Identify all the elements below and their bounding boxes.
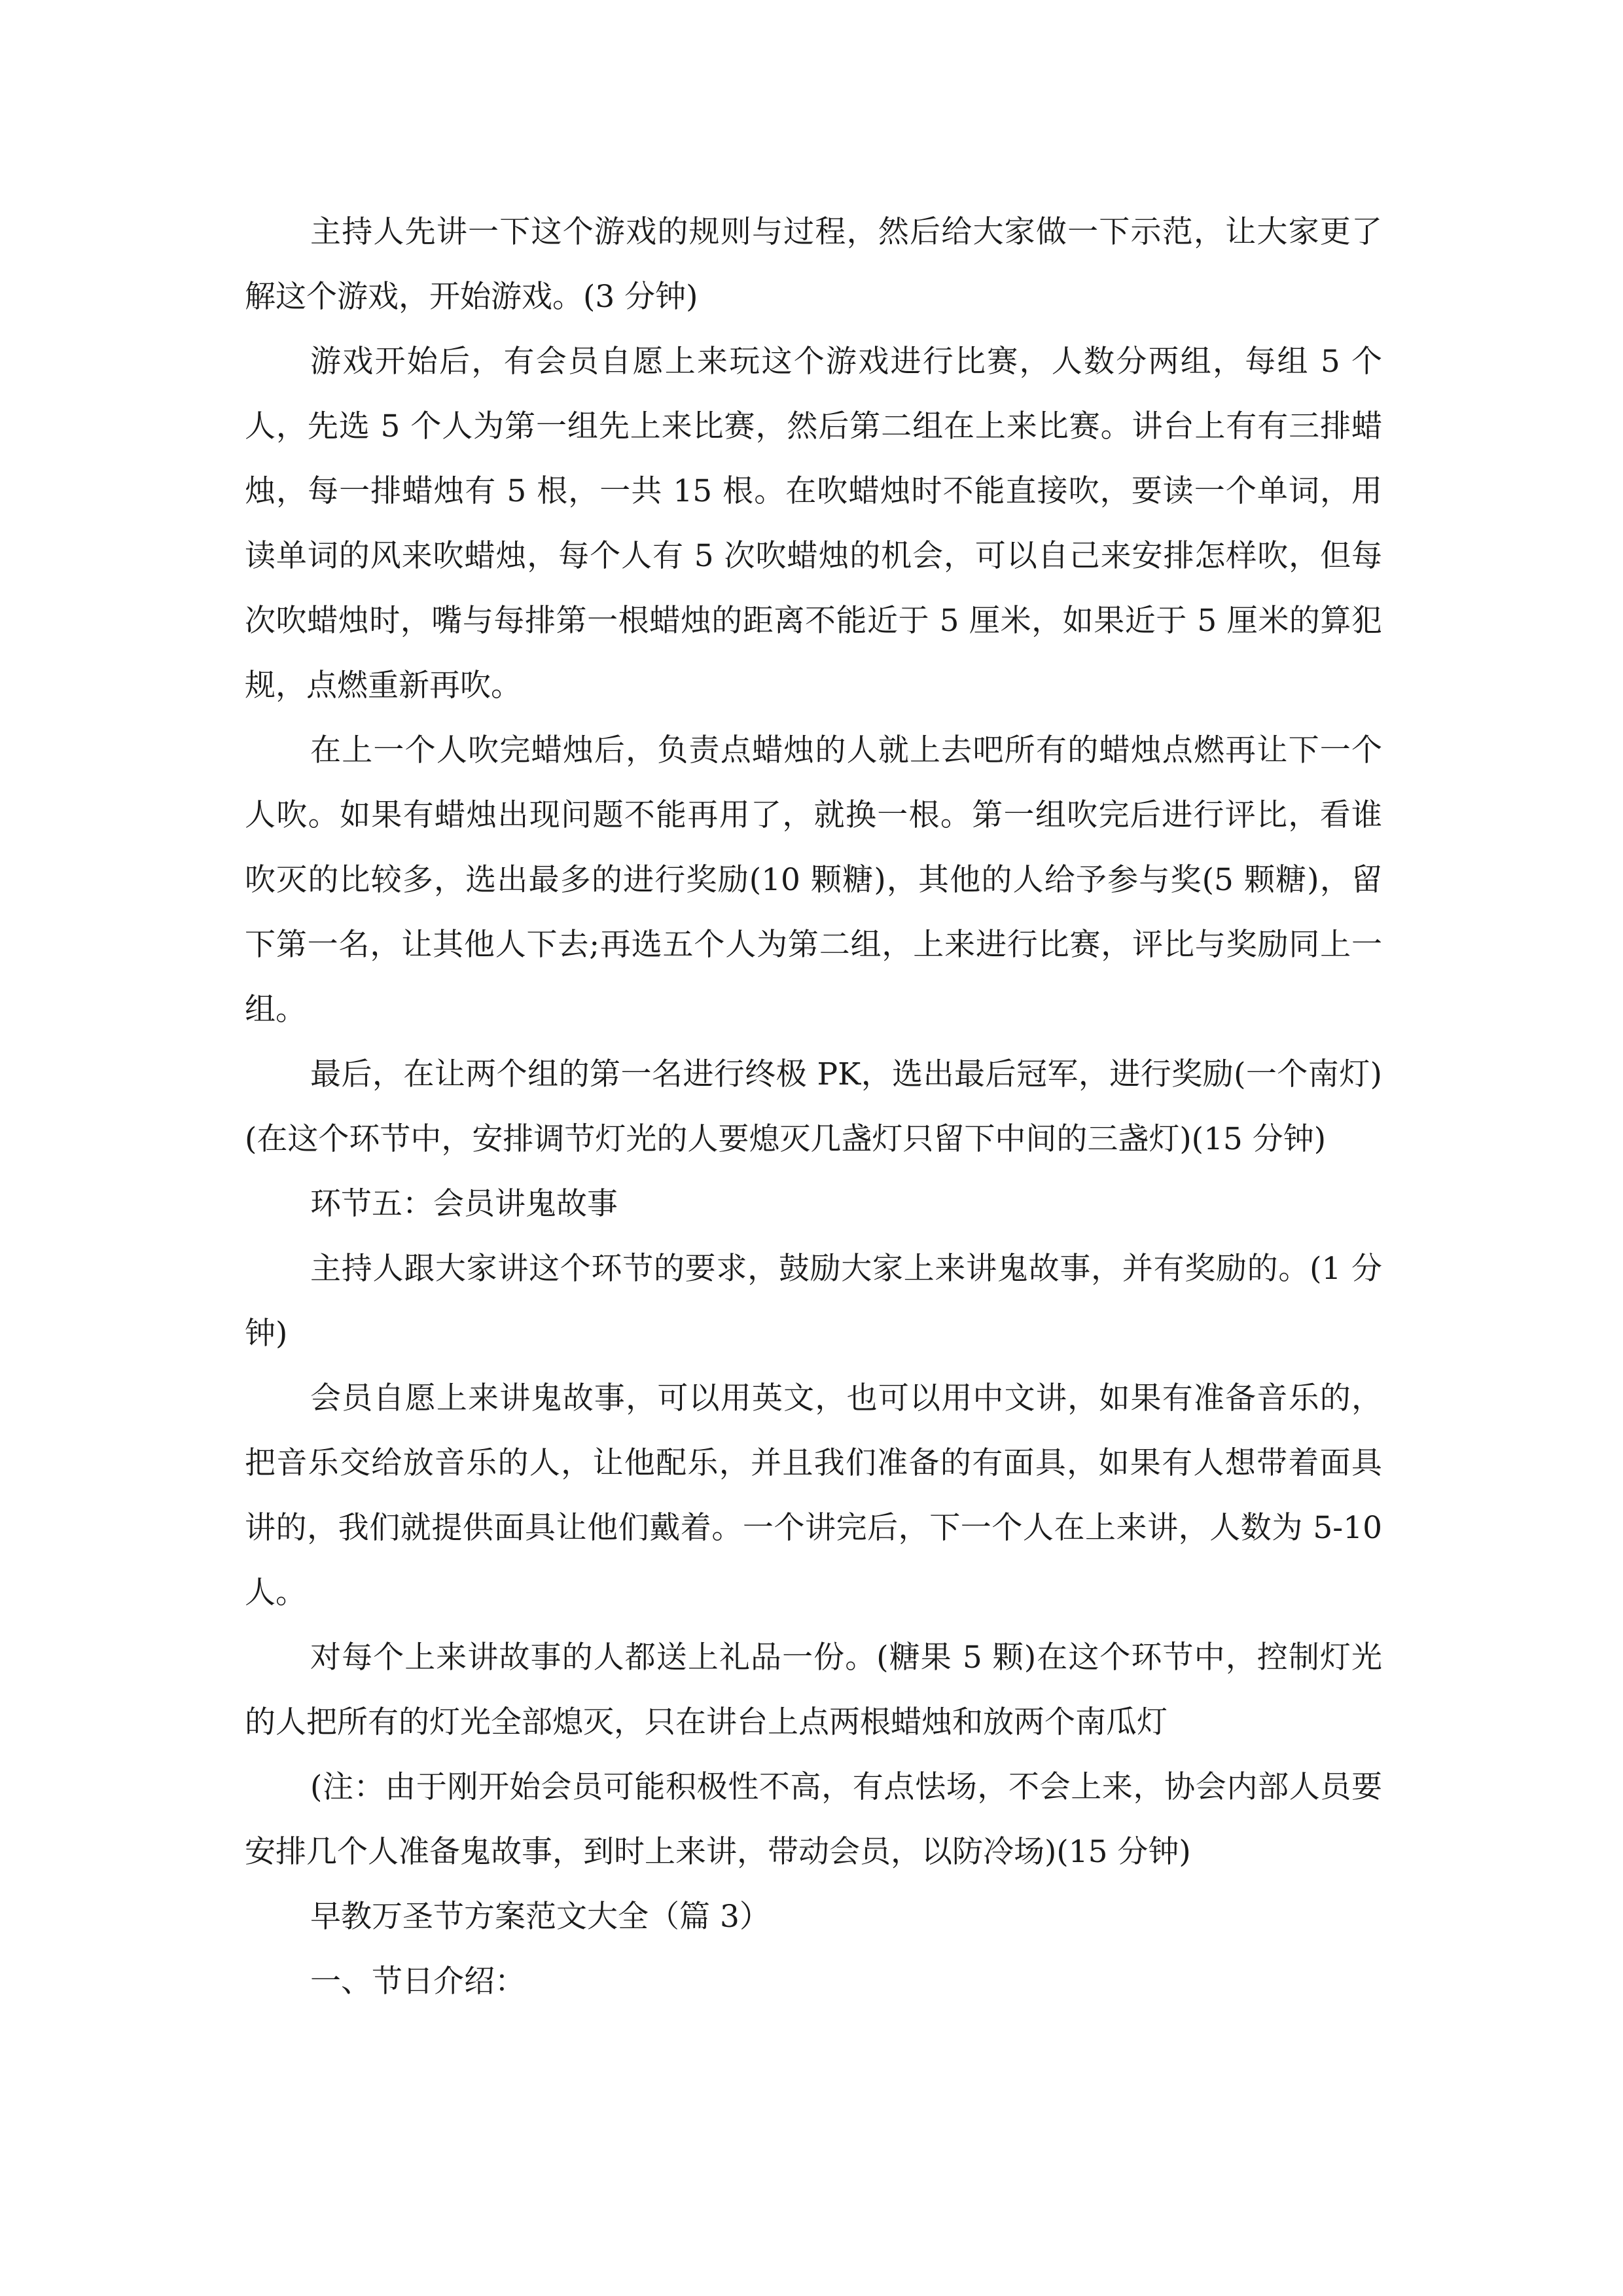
paragraph-storytelling: 会员自愿上来讲鬼故事，可以用英文，也可以用中文讲，如果有准备音乐的，把音乐交给放音乐的人，让他配乐，并且我们准备的有面具，如果有人想带着面具讲的，我们就提供面具让他们戴着。一个讲完后，下一个人在上来讲，人数为 5-10 人。: [245, 1380, 1382, 1611]
paragraph-note: (注：由于刚开始会员可能积极性不高，有点怯场，不会上来，协会内部人员要安排几个人准备鬼故事，到时上来讲，带动会员，以防冷场)(15 分钟): [245, 1769, 1382, 1870]
article-title-part-3: 早教万圣节方案范文大全（篇 3）: [310, 1899, 770, 1935]
paragraph-host-requirements: 主持人跟大家讲这个环节的要求，鼓励大家上来讲鬼故事，并有奖励的。(1 分钟): [245, 1251, 1382, 1352]
section-heading-holiday-intro: 一、节日介绍：: [310, 1964, 526, 2000]
paragraph-game-scoring: 在上一个人吹完蜡烛后，负责点蜡烛的人就上去吧所有的蜡烛点燃再让下一个人吹。如果有蜡烛出现问题不能再用了，就换一根。第一组吹完后进行评比，看谁吹灭的比较多，选出最多的进行奖励(10 颗糖)，其他的人给予参与奖(5 颗糖)，留下第一名，让其他人下去;再选五个人为第二组，上来进行比赛，评比与奖励同上一组。: [245, 732, 1382, 1028]
document-body: [245, 200, 1382, 2014]
paragraph-game-process: 游戏开始后，有会员自愿上来玩这个游戏进行比赛，人数分两组，每组 5 个人，先选 5 个人为第一组先上来比赛，然后第二组在上来比赛。讲台上有有三排蜡烛，每一排蜡烛有 5 根，一共 15 根。在吹蜡烛时不能直接吹，要读一个单词，用读单词的风来吹蜡烛，每个人有 5 次吹蜡烛的机会，可以自己来安排怎样吹，但每次吹蜡烛时，嘴与每排第一根蜡烛的距离不能近于 5 厘米，如果近于 5 厘米的算犯规，点燃重新再吹。: [245, 344, 1382, 704]
paragraph-gifts-lighting: 对每个上来讲故事的人都送上礼品一份。(糖果 5 颗)在这个环节中，控制灯光的人把所有的灯光全部熄灭，只在讲台上点两根蜡烛和放两个南瓜灯: [245, 1640, 1382, 1740]
paragraph-final-pk: 最后，在让两个组的第一名进行终极 PK，选出最后冠军，进行奖励(一个南灯)(在这个环节中，安排调节灯光的人要熄灭几盏灯只留下中间的三盏灯)(15 分钟): [245, 1056, 1382, 1157]
section-heading-ghost-stories: 环节五：会员讲鬼故事: [310, 1186, 618, 1222]
paragraph-game-rules-intro: 主持人先讲一下这个游戏的规则与过程，然后给大家做一下示范，让大家更了解这个游戏，开始游戏。(3 分钟): [245, 214, 1382, 315]
